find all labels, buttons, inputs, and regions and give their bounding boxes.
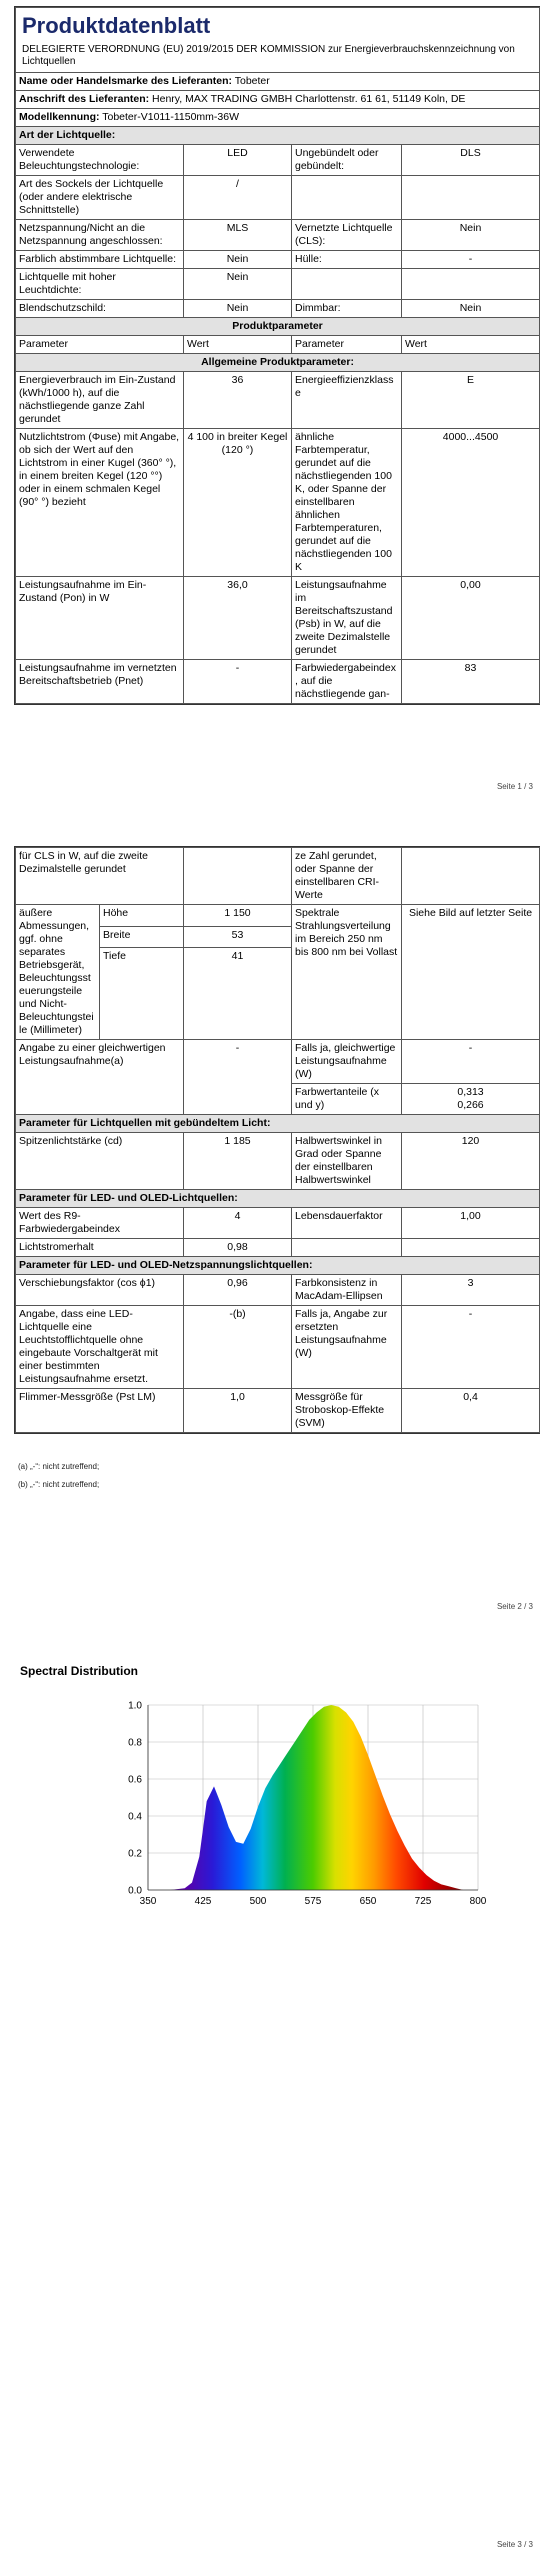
x-tick-label: 350 (139, 1896, 157, 1907)
y-tick-label: 0.4 (128, 1811, 142, 1823)
table-row (16, 145, 540, 176)
table-row (16, 1208, 540, 1239)
address-label: Anschrift des Lieferanten: (19, 93, 150, 105)
column-header-row (16, 336, 540, 354)
type-label: Art des Sockels der Lichtquelle (oder andere elektrische Schnittstelle) (16, 176, 184, 220)
equiv-right-label: Falls ja, gleichwertige Leistungsaufnahme (W) (292, 1040, 402, 1084)
type-value: Nein (184, 300, 292, 318)
survival-value: 1,00 (402, 1208, 540, 1239)
sheet-title: Produktdatenblatt (16, 8, 540, 43)
maint-value: 0,98 (184, 1239, 292, 1257)
table-row (16, 176, 540, 220)
y-tick-label: 0.2 (128, 1848, 142, 1860)
y-tick-label: 0.8 (128, 1737, 142, 1749)
param-label: Energieverbrauch im Ein-Zustand (kWh/1000 h), auf die nächstliegende ganze Zahl gerundet (16, 372, 184, 429)
type-value: / (184, 176, 292, 220)
chart-title: Spectral Distribution (20, 1664, 139, 1678)
regulation-text: DELEGIERTE VERORDNUNG (EU) 2019/2015 DER KOMMISSION zur Energieverbrauchskennzeichnung von Lichtquellen (16, 42, 540, 73)
replace-right-value: - (402, 1306, 540, 1389)
type-label (292, 269, 402, 300)
param-label: Nutzlichtstrom (Φuse) mit Angabe, ob sich der Wert auf den Lichtstrom in einer Kugel (360° °), in einem breiten Kegel (120 °°) oder in einem schmalen Kegel (90° °) bezieht (16, 429, 184, 577)
type-value: MLS (184, 220, 292, 251)
dim-value: 53 (184, 926, 292, 948)
x-tick-label: 575 (304, 1896, 322, 1907)
general-params-heading: Allgemeine Produktparameter: (16, 354, 540, 372)
param-value: 4000...4500 (402, 429, 540, 577)
replace-right-label: Falls ja, Angabe zur ersetzten Leistungsaufnahme (W) (292, 1306, 402, 1389)
peak-label: Spitzenlichtstärke (cd) (16, 1133, 184, 1190)
datasheet-page-2 (14, 846, 540, 1434)
type-value: Nein (402, 300, 540, 318)
datasheet-table-2 (15, 847, 540, 1433)
peak-value: 1 185 (184, 1133, 292, 1190)
maint-label: Lichtstromerhalt (16, 1239, 184, 1257)
dim-name: Tiefe (100, 948, 184, 1040)
col-value-header: Wert (402, 336, 540, 354)
page-number: Seite 2 / 3 (496, 1602, 533, 1611)
maint-empty (292, 1239, 402, 1257)
beam-label: Halbwertswinkel in Grad oder Spanne der einstellbaren Halbwertswinkel (292, 1133, 402, 1190)
param-value: 4 100 in breiter Kegel (120 °) (184, 429, 292, 577)
type-label: Lichtquelle mit hoher Leuchtdichte: (16, 269, 184, 300)
spectral-label: Spektrale Strahlungsverteilung im Bereich 250 nm bis 800 nm bei Vollast (292, 905, 402, 1040)
strobo-value: 0,4 (402, 1389, 540, 1433)
address-value: Henry, MAX TRADING GMBH Charlottenstr. 61 61, 51149 Koln, DE (152, 93, 466, 105)
table-row (16, 577, 540, 660)
param-value: 36 (184, 372, 292, 429)
page-number: Seite 1 / 3 (496, 782, 533, 791)
param-label: Leistungsaufnahme im Bereitschaftszustand (Psb) in W, auf die zweite Dezimalstelle gerundet (292, 577, 402, 660)
consist-value: 3 (402, 1275, 540, 1306)
cont-right: ze Zahl gerundet, oder Spanne der einstellbaren CRI-Werte (292, 848, 402, 905)
mains-heading: Parameter für LED- und OLED-Netzspannungslichtquellen: (16, 1257, 540, 1275)
cont-empty (402, 848, 540, 905)
r9-label: Wert des R9-Farbwiedergabeindex (16, 1208, 184, 1239)
type-label: Hülle: (292, 251, 402, 269)
param-label: Energieeffizienzklasse (292, 372, 402, 429)
type-value: LED (184, 145, 292, 176)
model-label: Modellkennung: (19, 111, 100, 123)
page-number: Seite 3 / 3 (496, 2540, 533, 2549)
footnote-b: (b) „-“: nicht zutreffend; (18, 1480, 100, 1489)
consist-label: Farbkonsistenz in MacAdam-Ellipsen (292, 1275, 402, 1306)
param-label: ähnliche Farbtemperatur, gerundet auf die nächstliegenden 100 K, oder Spanne der einstellbaren ähnlichen Farbtemperaturen, gerundet auf die nächstliegenden 100 K (292, 429, 402, 577)
type-label: Netzspannung/Nicht an die Netzspannung angeschlossen: (16, 220, 184, 251)
beam-value: 120 (402, 1133, 540, 1190)
dim-name: Höhe (100, 905, 184, 927)
cont-empty (184, 848, 292, 905)
replace-label: Angabe, dass eine LED-Lichtquelle eine Leuchtstofflichtquelle ohne eingebaute Vorschaltgerät mit einer bestimmten Leistungsaufnahme ersetzt. (16, 1306, 184, 1389)
x-tick-label: 500 (249, 1896, 267, 1907)
table-row (16, 372, 540, 429)
table-row (16, 1133, 540, 1190)
survival-label: Lebensdauerfaktor (292, 1208, 402, 1239)
y-tick-label: 0.6 (128, 1774, 142, 1786)
type-heading: Art der Lichtquelle: (16, 127, 540, 145)
type-label: Blendschutzschild: (16, 300, 184, 318)
param-label: Leistungsaufnahme im Ein-Zustand (Pon) in W (16, 577, 184, 660)
x-tick-label: 425 (194, 1896, 212, 1907)
table-row (16, 848, 540, 905)
datasheet-page-1 (14, 6, 540, 705)
dim-value: 41 (184, 948, 292, 1040)
col-param-header: Parameter (292, 336, 402, 354)
equiv-right-value: - (402, 1040, 540, 1084)
type-label: Dimmbar: (292, 300, 402, 318)
dim-value: 1 150 (184, 905, 292, 927)
type-value: Nein (184, 251, 292, 269)
type-label (292, 176, 402, 220)
table-row (16, 1389, 540, 1433)
table-row (16, 1239, 540, 1257)
product-params-heading: Produktparameter (16, 318, 540, 336)
chroma-label: Farbwertanteile (x und y) (292, 1084, 402, 1115)
page-3 (0, 1640, 551, 2560)
param-value: E (402, 372, 540, 429)
chroma-x: 0,313 (457, 1086, 484, 1098)
type-label: Verwendete Beleuchtungstechnologie: (16, 145, 184, 176)
model-value: Tobeter-V1011-1150mm-36W (102, 111, 239, 123)
spectral-value: Siehe Bild auf letzter Seite (402, 905, 540, 1040)
type-value (402, 269, 540, 300)
x-tick-label: 650 (359, 1896, 377, 1907)
brand-label: Name oder Handelsmarke des Lieferanten: (19, 75, 232, 87)
flicker-value: 1,0 (184, 1389, 292, 1433)
col-value-header: Wert (184, 336, 292, 354)
x-tick-label: 800 (469, 1896, 487, 1907)
strobo-label: Messgröße für Stroboskop-Effekte (SVM) (292, 1389, 402, 1433)
type-value: DLS (402, 145, 540, 176)
led-heading: Parameter für LED- und OLED-Lichtquellen: (16, 1190, 540, 1208)
table-row (16, 269, 540, 300)
footnote-a: (a) „-“: nicht zutreffend; (18, 1462, 100, 1471)
directional-heading: Parameter für Lichtquellen mit gebündeltem Licht: (16, 1115, 540, 1133)
pf-value: 0,96 (184, 1275, 292, 1306)
chroma-y: 0,266 (457, 1099, 484, 1111)
pf-label: Verschiebungsfaktor (cos ϕ1) (16, 1275, 184, 1306)
type-value (402, 176, 540, 220)
y-tick-label: 0.0 (128, 1885, 142, 1897)
y-tick-label: 1.0 (128, 1700, 142, 1712)
dims-label: äußere Abmessungen, ggf. ohne separates Betriebsgerät, Beleuchtungssteuerungsteile und Nicht-Beleuchtungsteile (Millimeter) (16, 905, 100, 1040)
type-label: Farblich abstimmbare Lichtquelle: (16, 251, 184, 269)
chroma-values (402, 1084, 540, 1115)
address-row (16, 91, 540, 109)
table-row (16, 300, 540, 318)
x-tick-label: 725 (414, 1896, 432, 1907)
type-label: Vernetzte Lichtquelle (CLS): (292, 220, 402, 251)
page-2 (0, 820, 551, 1620)
type-value: Nein (184, 269, 292, 300)
spectral-chart (0, 1650, 551, 1950)
table-row (16, 251, 540, 269)
type-value: Nein (402, 220, 540, 251)
equiv-label-text: Angabe zu einer gleichwertigen Leistungsaufnahme(a) (19, 1042, 166, 1067)
model-row (16, 109, 540, 127)
r9-value: 4 (184, 1208, 292, 1239)
replace-value: -(b) (184, 1306, 292, 1389)
flicker-label: Flimmer-Messgröße (Pst LM) (16, 1389, 184, 1433)
param-value: 83 (402, 660, 540, 704)
type-label: Ungebündelt oder gebündelt: (292, 145, 402, 176)
param-label: Leistungsaufnahme im vernetzten Bereitschaftsbetrieb (Pnet) (16, 660, 184, 704)
table-row (16, 660, 540, 704)
param-value: - (184, 660, 292, 704)
table-row (16, 1275, 540, 1306)
maint-empty (402, 1239, 540, 1257)
param-label: Farbwiedergabeindex, auf die nächstliegende gan- (292, 660, 402, 704)
col-param-header: Parameter (16, 336, 184, 354)
table-row (16, 1040, 540, 1084)
table-row (16, 429, 540, 577)
spectrum-area (148, 1705, 463, 1890)
page-1 (0, 0, 551, 800)
table-row (16, 1306, 540, 1389)
equiv-label (16, 1040, 184, 1115)
equiv-value: - (184, 1040, 292, 1115)
table-row (16, 220, 540, 251)
dim-name: Breite (100, 926, 184, 948)
datasheet-table-1 (15, 7, 540, 704)
param-value: 36,0 (184, 577, 292, 660)
param-value: 0,00 (402, 577, 540, 660)
brand-row (16, 73, 540, 91)
brand-value: Tobeter (234, 75, 270, 87)
table-row (16, 905, 540, 927)
type-value: - (402, 251, 540, 269)
cont-left: für CLS in W, auf die zweite Dezimalstelle gerundet (16, 848, 184, 905)
